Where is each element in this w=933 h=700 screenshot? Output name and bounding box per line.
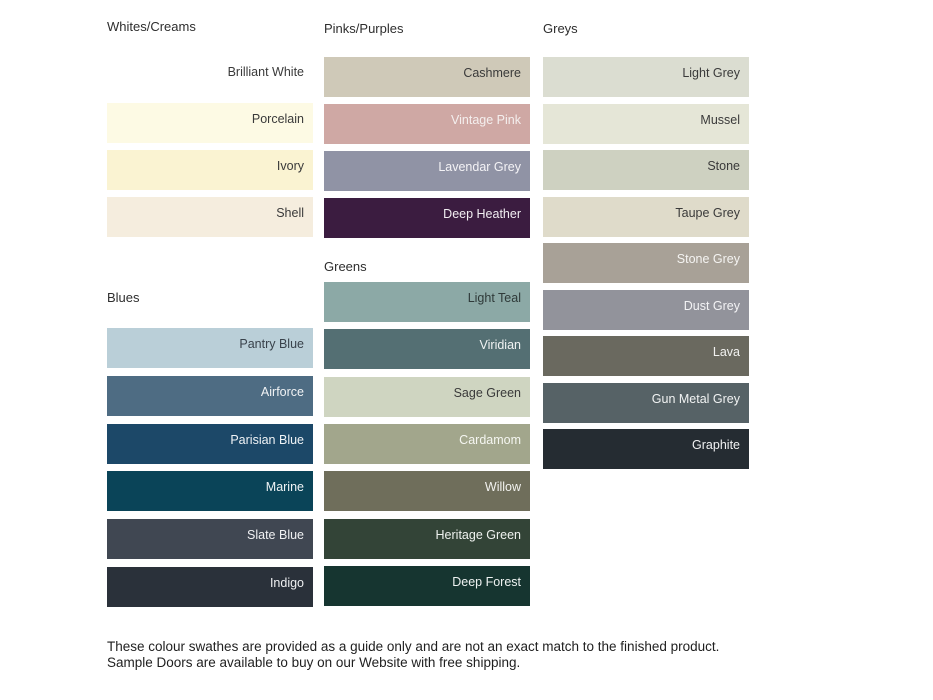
swatch-viridian	[324, 329, 530, 369]
swatch-stone	[543, 150, 749, 190]
swatch-pantry-blue	[107, 328, 313, 368]
swatch-lava	[543, 336, 749, 376]
swatch-sage-green	[324, 377, 530, 417]
swatch-light-grey	[543, 57, 749, 97]
swatch-mussel	[543, 104, 749, 144]
swatch-airforce	[107, 376, 313, 416]
swatch-label: Porcelain	[251, 112, 304, 126]
swatch-label: Cardamom	[459, 432, 521, 447]
swatch-label: Cashmere	[463, 66, 521, 80]
swatch-label: Pantry Blue	[239, 337, 304, 351]
swatch-label: Shell	[276, 206, 304, 220]
swatch-label: Stone	[707, 159, 740, 173]
swatch-label: Lavendar Grey	[438, 160, 521, 174]
section-title-whites-creams: Whites/Creams	[107, 19, 196, 34]
swatch-label: Mussel	[700, 112, 740, 127]
swatch-gun-metal-grey	[543, 383, 749, 423]
swatch-label: Light Teal	[467, 291, 521, 305]
swatch-light-teal	[324, 282, 530, 322]
swatch-brilliant-white	[107, 56, 313, 96]
swatch-label: Parisian Blue	[230, 432, 304, 447]
disclaimer-text: These colour swathes are provided as a guide only and are not an exact match to the finished product. Sample Doors are available to buy on our Website with free shipping.	[107, 639, 720, 670]
swatch-slate-blue	[107, 519, 313, 559]
swatch-label: Graphite	[692, 438, 740, 452]
swatch-label: Marine	[265, 480, 304, 495]
swatch-heritage-green	[324, 519, 530, 559]
swatch-label: Heritage Green	[435, 527, 521, 542]
swatch-porcelain	[107, 103, 313, 143]
section-title-blues: Blues	[107, 290, 140, 305]
swatch-stone-grey	[543, 243, 749, 283]
swatch-deep-heather	[324, 198, 530, 238]
swatch-dust-grey	[543, 290, 749, 330]
swatch-label: Sage Green	[453, 385, 521, 400]
swatch-label: Slate Blue	[247, 528, 304, 543]
swatch-ivory	[107, 150, 313, 190]
swatch-vintage-pink	[324, 104, 530, 144]
swatch-label: Vintage Pink	[451, 113, 521, 127]
swatch-label: Taupe Grey	[675, 205, 740, 220]
swatch-cardamom	[324, 424, 530, 464]
swatch-parisian-blue	[107, 424, 313, 464]
swatch-label: Ivory	[276, 159, 304, 173]
swatch-lavendar-grey	[324, 151, 530, 191]
swatch-label: Lava	[712, 345, 740, 359]
swatch-label: Gun Metal Grey	[651, 391, 740, 406]
swatch-label: Viridian	[479, 338, 521, 353]
swatch-cashmere	[324, 57, 530, 97]
section-title-greens: Greens	[324, 259, 367, 274]
swatch-label: Deep Forest	[452, 574, 521, 589]
swatch-deep-forest	[324, 566, 530, 606]
section-title-pinks-purples: Pinks/Purples	[324, 21, 404, 36]
swatch-graphite	[543, 429, 749, 469]
swatch-label: Brilliant White	[227, 65, 304, 79]
swatch-label: Light Grey	[682, 66, 740, 80]
swatch-indigo	[107, 567, 313, 607]
swatch-willow	[324, 471, 530, 511]
swatch-marine	[107, 471, 313, 511]
swatch-label: Willow	[484, 480, 521, 495]
swatch-label: Stone Grey	[676, 252, 740, 266]
swatch-shell	[107, 197, 313, 237]
swatch-label: Dust Grey	[683, 298, 740, 313]
swatch-label: Indigo	[269, 576, 304, 590]
section-title-greys: Greys	[543, 21, 578, 36]
swatch-taupe-grey	[543, 197, 749, 237]
swatch-label: Deep Heather	[443, 207, 521, 221]
swatch-label: Airforce	[260, 384, 304, 399]
